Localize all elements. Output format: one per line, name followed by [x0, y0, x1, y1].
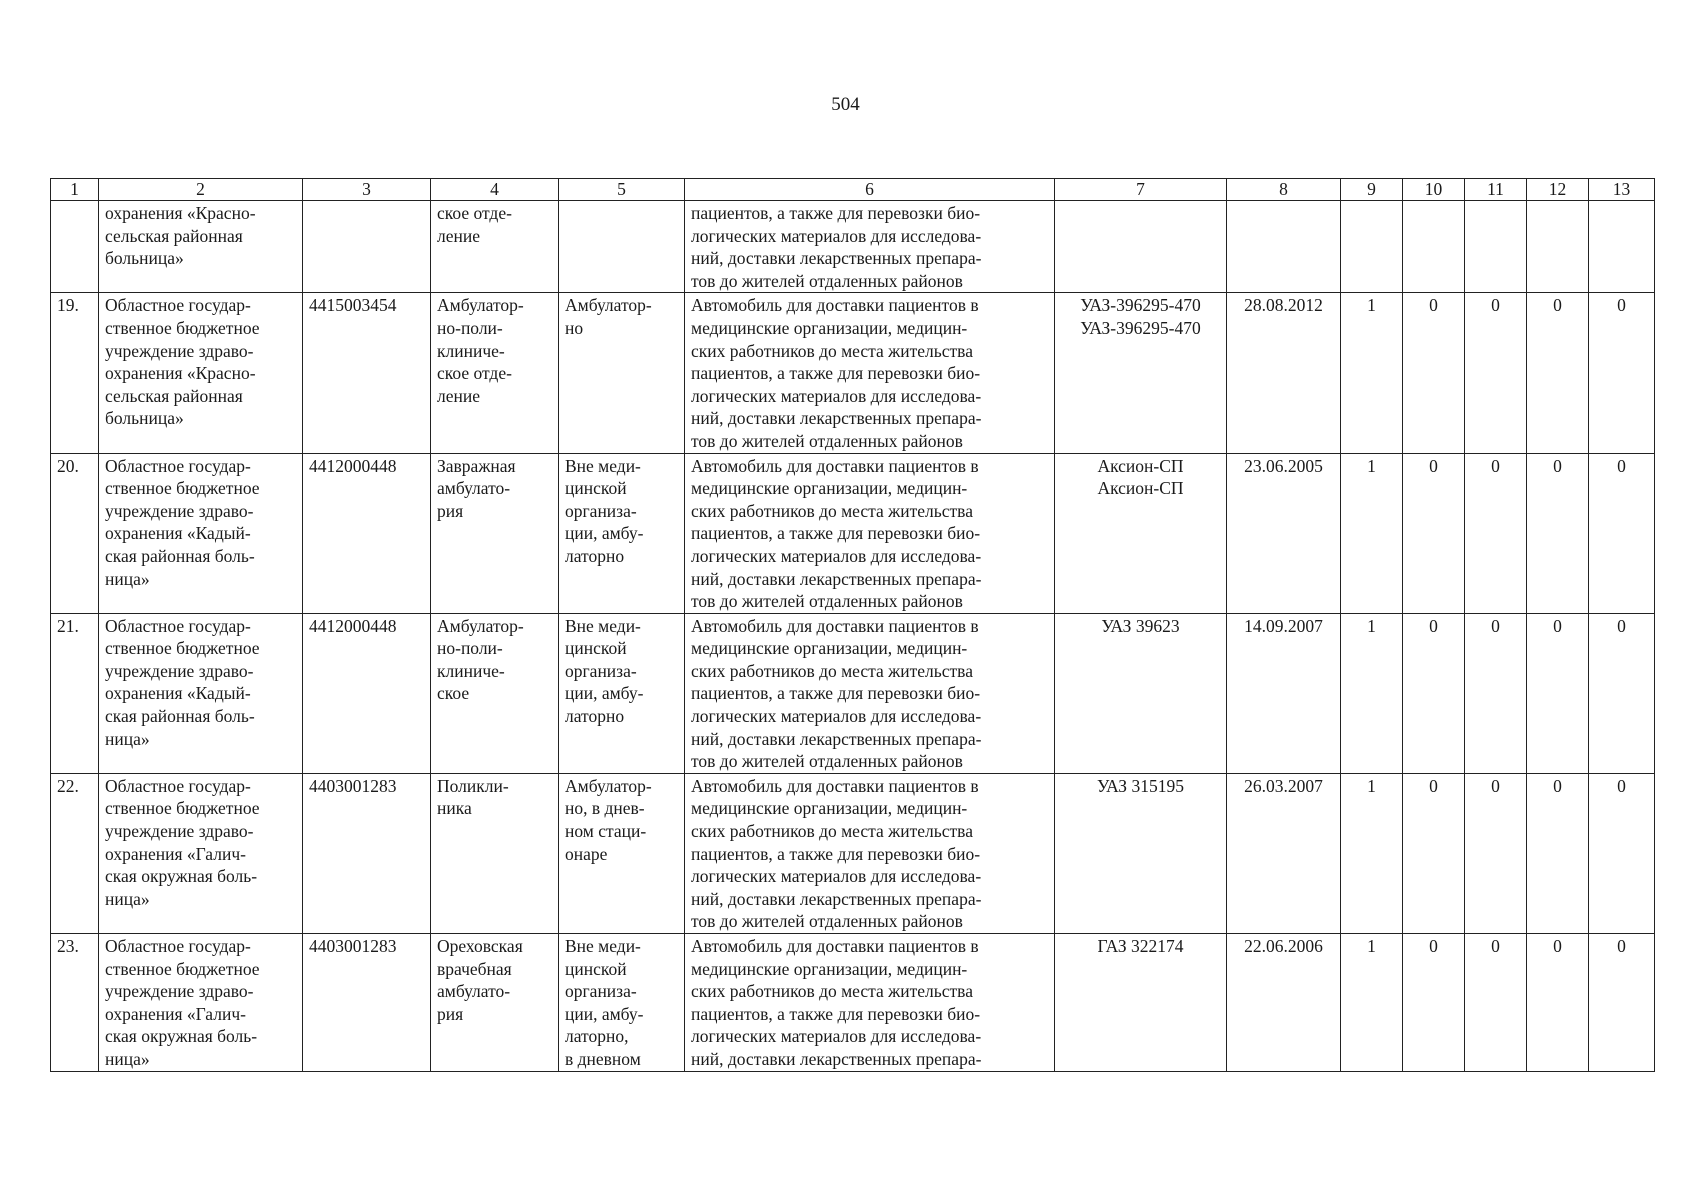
inn-code: 4412000448	[303, 613, 431, 773]
column-header: 12	[1527, 179, 1589, 201]
count-col-12: 0	[1527, 293, 1589, 453]
inn-code: 4415003454	[303, 293, 431, 453]
column-header: 5	[559, 179, 685, 201]
care-setting	[559, 201, 685, 293]
row-number: 23.	[51, 934, 99, 1072]
count-col-11: 0	[1465, 613, 1527, 773]
issue-date: 22.06.2006	[1227, 934, 1341, 1072]
issue-date: 26.03.2007	[1227, 773, 1341, 933]
care-setting: Амбулатор- но, в днев- ном стаци- онаре	[559, 773, 685, 933]
column-header: 1	[51, 179, 99, 201]
count-col-9: 1	[1341, 293, 1403, 453]
count-col-13: 0	[1589, 293, 1655, 453]
count-col-11	[1465, 201, 1527, 293]
vehicle-purpose: Автомобиль для доставки пациентов в медицинские организации, медицин- ских работников до места жительства пациентов, а также для перевозки био- логических материалов для исследова- ний, доставки лекарственных препара-	[685, 934, 1055, 1072]
subdivision: Завражная амбулато- рия	[431, 453, 559, 613]
table-row	[51, 773, 1655, 933]
count-col-10: 0	[1403, 773, 1465, 933]
column-header: 13	[1589, 179, 1655, 201]
row-number: 22.	[51, 773, 99, 933]
column-number-row	[51, 179, 1655, 201]
column-header: 10	[1403, 179, 1465, 201]
count-col-13	[1589, 201, 1655, 293]
count-col-11: 0	[1465, 773, 1527, 933]
vehicle-model: ГАЗ 322174	[1055, 934, 1227, 1072]
vehicle-purpose: Автомобиль для доставки пациентов в медицинские организации, медицин- ских работников до места жительства пациентов, а также для перевозки био- логических материалов для исследова- ний, доставки лекарственных препара- тов до жителей отдаленных районов	[685, 773, 1055, 933]
column-header: 4	[431, 179, 559, 201]
care-setting: Вне меди- цинской организа- ции, амбу- латорно, в дневном	[559, 934, 685, 1072]
row-number: 19.	[51, 293, 99, 453]
organization-name: Областное государ- ственное бюджетное учреждение здраво- охранения «Галич- ская окружная боль- ница»	[99, 773, 303, 933]
vehicle-model: УАЗ 39623	[1055, 613, 1227, 773]
count-col-12: 0	[1527, 773, 1589, 933]
inn-code: 4403001283	[303, 773, 431, 933]
count-col-9	[1341, 201, 1403, 293]
table-row	[51, 934, 1655, 1072]
vehicles-table	[50, 178, 1655, 1072]
care-setting: Вне меди- цинской организа- ции, амбу- латорно	[559, 613, 685, 773]
table-row	[51, 201, 1655, 293]
row-number: 21.	[51, 613, 99, 773]
table-row	[51, 453, 1655, 613]
count-col-12: 0	[1527, 453, 1589, 613]
column-header: 11	[1465, 179, 1527, 201]
count-col-11: 0	[1465, 293, 1527, 453]
row-number	[51, 201, 99, 293]
organization-name: Областное государ- ственное бюджетное учреждение здраво- охранения «Красно- сельская районная больница»	[99, 293, 303, 453]
column-header: 7	[1055, 179, 1227, 201]
vehicle-model	[1055, 201, 1227, 293]
organization-name: Областное государ- ственное бюджетное учреждение здраво- охранения «Кадый- ская районная боль- ница»	[99, 613, 303, 773]
issue-date: 28.08.2012	[1227, 293, 1341, 453]
count-col-13: 0	[1589, 613, 1655, 773]
subdivision: Ореховская врачебная амбулато- рия	[431, 934, 559, 1072]
count-col-10: 0	[1403, 613, 1465, 773]
vehicle-model: УАЗ 315195	[1055, 773, 1227, 933]
vehicle-purpose: пациентов, а также для перевозки био- логических материалов для исследова- ний, доставки лекарственных препара- тов до жителей отдаленных районов	[685, 201, 1055, 293]
organization-name: Областное государ- ственное бюджетное учреждение здраво- охранения «Кадый- ская районная боль- ница»	[99, 453, 303, 613]
subdivision: Амбулатор- но-поли- клиниче- ское отде- ление	[431, 293, 559, 453]
count-col-9: 1	[1341, 613, 1403, 773]
vehicle-purpose: Автомобиль для доставки пациентов в медицинские организации, медицин- ских работников до места жительства пациентов, а также для перевозки био- логических материалов для исследова- ний, доставки лекарственных препара- тов до жителей отдаленных районов	[685, 293, 1055, 453]
subdivision: Поликли- ника	[431, 773, 559, 933]
subdivision: Амбулатор- но-поли- клиниче- ское	[431, 613, 559, 773]
count-col-10	[1403, 201, 1465, 293]
column-header: 3	[303, 179, 431, 201]
care-setting: Вне меди- цинской организа- ции, амбу- латорно	[559, 453, 685, 613]
count-col-11: 0	[1465, 934, 1527, 1072]
count-col-11: 0	[1465, 453, 1527, 613]
table-row	[51, 293, 1655, 453]
page-number: 504	[831, 94, 860, 115]
care-setting: Амбулатор- но	[559, 293, 685, 453]
issue-date: 23.06.2005	[1227, 453, 1341, 613]
column-header: 8	[1227, 179, 1341, 201]
vehicle-purpose: Автомобиль для доставки пациентов в медицинские организации, медицин- ских работников до места жительства пациентов, а также для перевозки био- логических материалов для исследова- ний, доставки лекарственных препара- тов до жителей отдаленных районов	[685, 613, 1055, 773]
organization-name: охранения «Красно- сельская районная больница»	[99, 201, 303, 293]
column-header: 2	[99, 179, 303, 201]
inn-code: 4403001283	[303, 934, 431, 1072]
count-col-13: 0	[1589, 453, 1655, 613]
count-col-13: 0	[1589, 934, 1655, 1072]
column-header: 6	[685, 179, 1055, 201]
issue-date: 14.09.2007	[1227, 613, 1341, 773]
vehicle-model: Аксион-СП Аксион-СП	[1055, 453, 1227, 613]
issue-date	[1227, 201, 1341, 293]
count-col-12	[1527, 201, 1589, 293]
subdivision: ское отде- ление	[431, 201, 559, 293]
count-col-12: 0	[1527, 934, 1589, 1072]
inn-code: 4412000448	[303, 453, 431, 613]
count-col-13: 0	[1589, 773, 1655, 933]
count-col-10: 0	[1403, 934, 1465, 1072]
row-number: 20.	[51, 453, 99, 613]
organization-name: Областное государ- ственное бюджетное учреждение здраво- охранения «Галич- ская окружная боль- ница»	[99, 934, 303, 1072]
count-col-9: 1	[1341, 773, 1403, 933]
vehicle-purpose: Автомобиль для доставки пациентов в медицинские организации, медицин- ских работников до места жительства пациентов, а также для перевозки био- логических материалов для исследова- ний, доставки лекарственных препара- тов до жителей отдаленных районов	[685, 453, 1055, 613]
count-col-9: 1	[1341, 934, 1403, 1072]
count-col-10: 0	[1403, 293, 1465, 453]
count-col-10: 0	[1403, 453, 1465, 613]
count-col-9: 1	[1341, 453, 1403, 613]
count-col-12: 0	[1527, 613, 1589, 773]
vehicle-model: УАЗ-396295-470 УАЗ-396295-470	[1055, 293, 1227, 453]
table-row	[51, 613, 1655, 773]
inn-code	[303, 201, 431, 293]
column-header: 9	[1341, 179, 1403, 201]
